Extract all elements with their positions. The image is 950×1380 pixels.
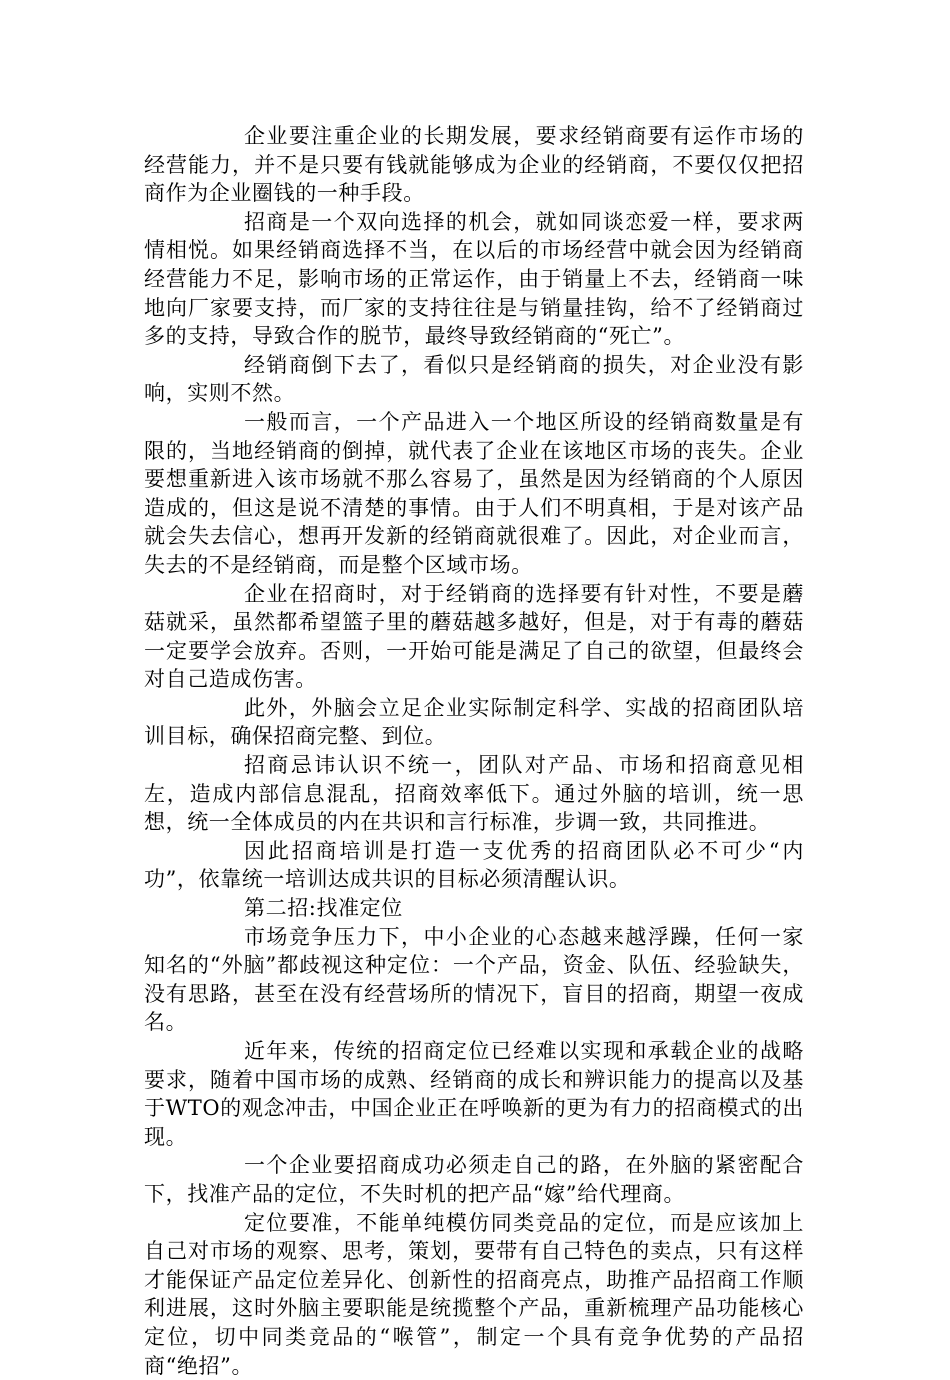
- paragraph-7: 招商忌讳认识不统一，团队对产品、市场和招商意见相左，造成内部信息混乱，招商效率低下。通过外脑的培训，统一思想，统一全体成员的内在共识和言行标准，步调一致，共同推进。: [144, 753, 804, 835]
- paragraph-10: 近年来，传统的招商定位已经难以实现和承载企业的战略要求，随着中国市场的成熟、经销商的成长和辨识能力的提高以及基于WTO的观念冲击，中国企业正在呼唤新的更为有力的招商模式的出现。: [144, 1039, 804, 1149]
- paragraph-12: 定位要准，不能单纯模仿同类竞品的定位，而是应该加上自己对市场的观察、思考，策划，要带有自己特色的卖点，只有这样才能保证产品定位差异化、创新性的招商亮点，助推产品招商工作顺利进展，这时外脑主要职能是统揽整个产品，重新梳理产品功能核心定位，切中同类竞品的“喉管”，制定一个具有竞争优势的产品招商“绝招”。: [144, 1210, 804, 1378]
- document-page: [144, 122, 804, 1380]
- paragraph-2: 招商是一个双向选择的机会，就如同谈恋爱一样，要求两情相悦。如果经销商选择不当，在以后的市场经营中就会因为经销商经营能力不足，影响市场的正常运作，由于销量上不去，经销商一味地向厂家要支持，而厂家的支持往往是与销量挂钩，给不了经销商过多的支持，导致合作的脱节，最终导致经销商的“死亡”。: [144, 209, 804, 349]
- paragraph-9: 市场竞争压力下，中小企业的心态越来越浮躁，任何一家知名的“外脑”都歧视这种定位：一个产品，资金、队伍、经验缺失，没有思路，甚至在没有经营场所的情况下，盲目的招商，期望一夜成名。: [144, 924, 804, 1035]
- paragraph-5: 企业在招商时，对于经销商的选择要有针对性，不要是蘑菇就采，虽然都希望篮子里的蘑菇越多越好，但是，对于有毒的蘑菇一定要学会放弃。否则，一开始可能是满足了自己的欲望，但最终会对自己造成伤害。: [144, 581, 804, 692]
- paragraph-8: 因此招商培训是打造一支优秀的招商团队必不可少“内功”，依靠统一培训达成共识的目标必须清醒认识。: [144, 838, 804, 892]
- paragraph-3: 经销商倒下去了，看似只是经销商的损失，对企业没有影响，实则不然。: [144, 352, 804, 406]
- paragraph-1: 企业要注重企业的长期发展，要求经销商要有运作市场的经营能力，并不是只要有钱就能够成为企业的经销商，不要仅仅把招商作为企业圈钱的一种手段。: [144, 124, 804, 206]
- paragraph-4: 一般而言，一个产品进入一个地区所设的经销商数量是有限的，当地经销商的倒掉，就代表了企业在该地区市场的丧失。企业要想重新进入该市场就不那么容易了，虽然是因为经销商的个人原因造成的，但这是说不清楚的事情。由于人们不明真相，于是对该产品就会失去信心，想再开发新的经销商就很难了。因此，对企业而言，失去的不是经销商，而是整个区域市场。: [144, 409, 804, 577]
- paragraph-11: 一个企业要招商成功必须走自己的路，在外脑的紧密配合下，找准产品的定位，不失时机的把产品“嫁”给代理商。: [144, 1153, 804, 1206]
- section-heading: 第二招:找准定位: [244, 896, 403, 921]
- paragraph-6: 此外，外脑会立足企业实际制定科学、实战的招商团队培训目标，确保招商完整、到位。: [144, 695, 804, 749]
